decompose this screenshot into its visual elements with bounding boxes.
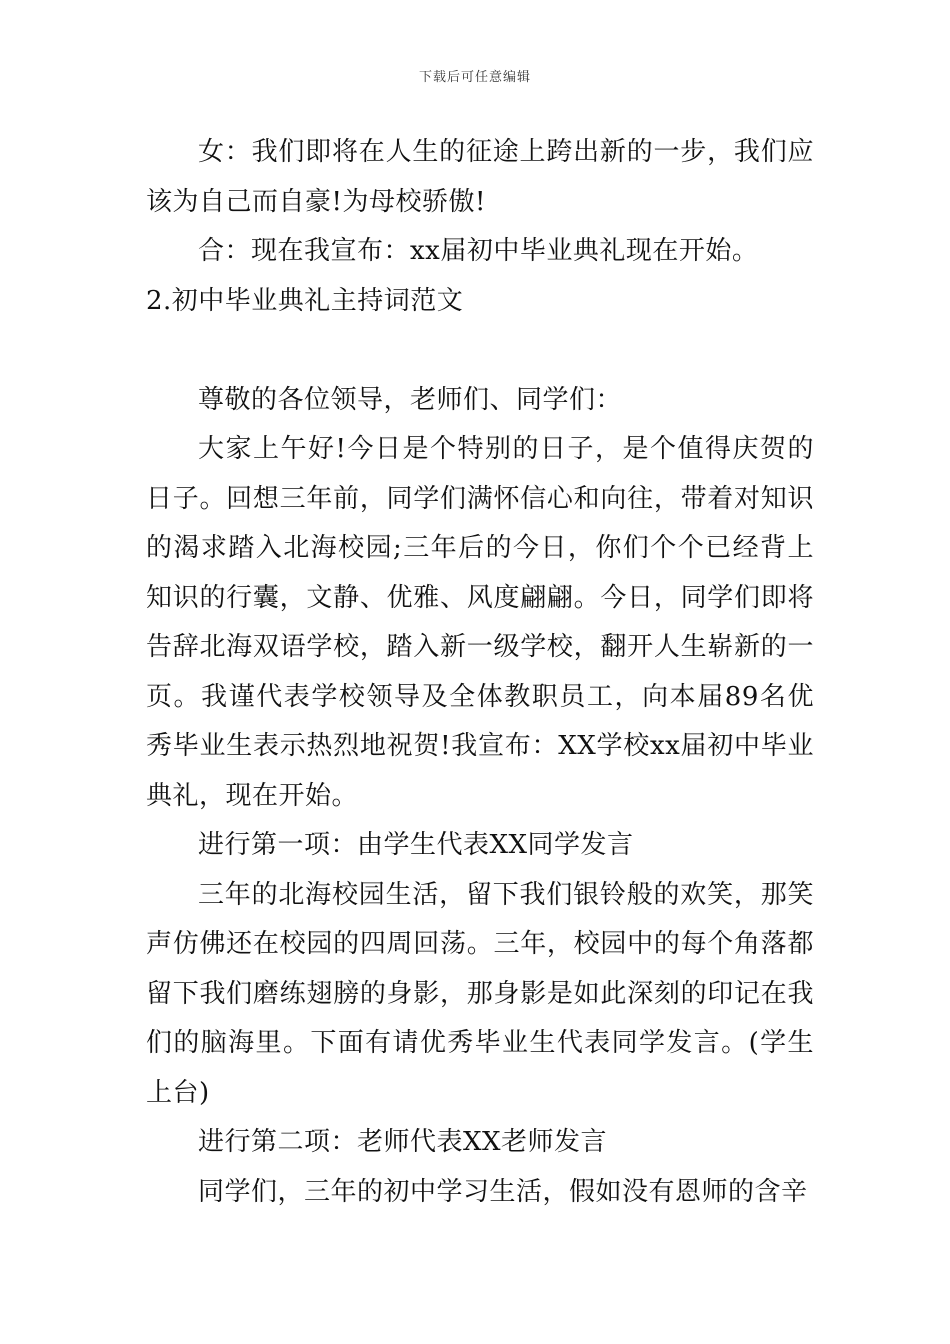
paragraph-opening-speech: 大家上午好!今日是个特别的日子，是个值得庆贺的日子。回想三年前，同学们满怀信心和向往，带着对知识的渴求踏入北海校园;三年后的今日，你们个个已经背上知识的行囊，文静、优雅、风度翩翩。今日，同学们即将告辞北海双语学校，踏入新一级学校，翻开人生崭新的一页。我谨代表学校领导及全体教职员工，向本届89名优秀毕业生表示热烈地祝贺!我宣布：XX学校xx届初中毕业典礼，现在开始。 [146,434,814,811]
document-body [146,128,814,1217]
paragraph-together-announce: 合：现在我宣布：xx届初中毕业典礼现在开始。 [198,236,759,266]
paragraph-female-host: 女：我们即将在人生的征途上跨出新的一步，我们应该为自己而自豪!为母校骄傲! [146,137,814,217]
paragraph-greeting: 尊敬的各位领导，老师们、同学们： [198,384,623,415]
paragraph-teacher-intro: 同学们，三年的初中学习生活，假如没有恩师的含辛 [198,1176,808,1207]
paragraph-item-two: 进行第二项：老师代表XX老师发言 [198,1127,608,1157]
section-heading: 2.初中毕业典礼主持词范文 [146,285,464,316]
paragraph-item-one: 进行第一项：由学生代表XX同学发言 [198,830,634,860]
page-header: 下载后可任意编辑 [418,70,531,85]
paragraph-student-intro: 三年的北海校园生活，留下我们银铃般的欢笑，那笑声仿佛还在校园的四周回荡。三年，校园中的每个角落都留下我们磨练翅膀的身影，那身影是如此深刻的印记在我们的脑海里。下面有请优秀毕业生代表同学发言。(学生上台) [146,879,814,1108]
blank-line [146,326,814,376]
